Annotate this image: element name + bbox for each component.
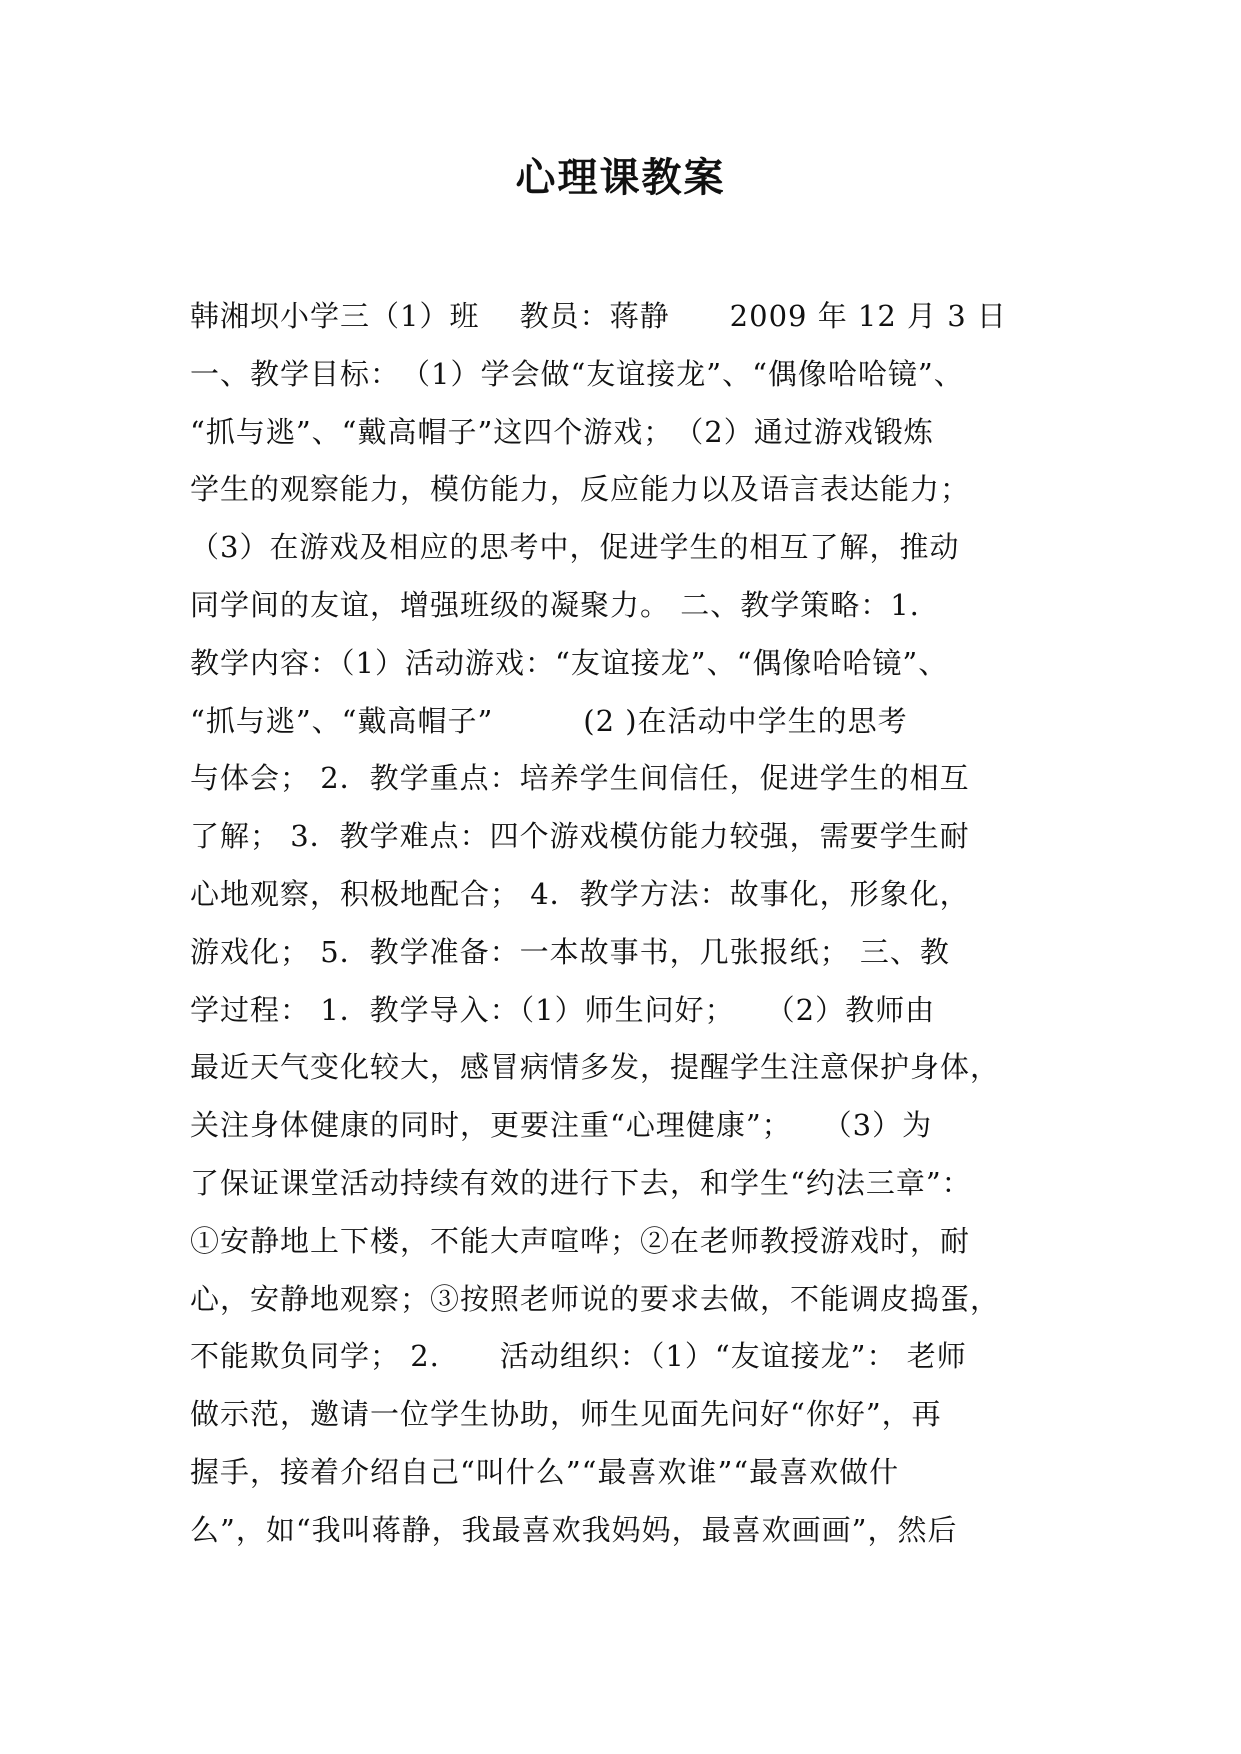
text-line: （3）在游戏及相应的思考中，促进学生的相互了解，推动 (190, 530, 960, 565)
text-line: 同学间的友谊，增强班级的凝聚力。 二、教学策略：1. (190, 587, 920, 622)
text-line: “抓与逃”、“戴高帽子” (2 )在活动中学生的思考 (190, 703, 908, 738)
text-line: 心，安静地观察；③按照老师说的要求去做，不能调皮捣蛋， (190, 1281, 1001, 1316)
text-line: 韩湘坝小学三（1）班 教员：蒋静 2009 年 12 月 3 日 (190, 299, 1007, 333)
text-line: 心地观察，积极地配合； 4．教学方法：故事化，形象化， (190, 876, 970, 911)
text-line: 最近天气变化较大，感冒病情多发，提醒学生注意保护身体， (190, 1050, 1001, 1085)
text-line: 关注身体健康的同时，更要注重“心理健康”； （3）为 (190, 1108, 933, 1143)
text-line: 不能欺负同学； 2. 活动组织：（1）“友谊接龙”： 老师 (190, 1339, 967, 1374)
text-line: 么”，如“我叫蒋静，我最喜欢我妈妈，最喜欢画画”，然后 (190, 1512, 958, 1547)
text-line: 与体会； 2．教学重点：培养学生间信任，促进学生的相互 (190, 761, 970, 796)
text-line: ①安静地上下楼，不能大声喧哗；②在老师教授游戏时，耐 (190, 1223, 971, 1258)
text-line: 了保证课堂活动持续有效的进行下去，和学生“约法三章”： (190, 1165, 972, 1200)
text-line: 握手，接着介绍自己“叫什么”“最喜欢谁”“最喜欢做什 (190, 1454, 900, 1489)
text-line: 了解； 3．教学难点：四个游戏模仿能力较强，需要学生耐 (190, 819, 970, 854)
document-body (190, 288, 1090, 1560)
text-line: 游戏化； 5．教学准备：一本故事书，几张报纸； 三、教 (190, 934, 950, 969)
document-title: 心理课教案 (515, 154, 726, 201)
text-line: “抓与逃”、“戴高帽子”这四个游戏； （2）通过游戏锻炼 (190, 414, 934, 449)
text-line: 学生的观察能力，模仿能力，反应能力以及语言表达能力； (190, 472, 971, 507)
text-line: 教学内容：（1）活动游戏：“友谊接龙”、“偶像哈哈镜”、 (190, 645, 949, 680)
text-line: 学过程： 1．教学导入：（1）师生问好； （2）教师由 (190, 992, 936, 1027)
text-line: 一、教学目标： （1）学会做“友谊接龙”、“偶像哈哈镜”、 (190, 356, 964, 391)
text-line: 做示范，邀请一位学生协助，师生见面先问好“你好”，再 (190, 1397, 942, 1432)
